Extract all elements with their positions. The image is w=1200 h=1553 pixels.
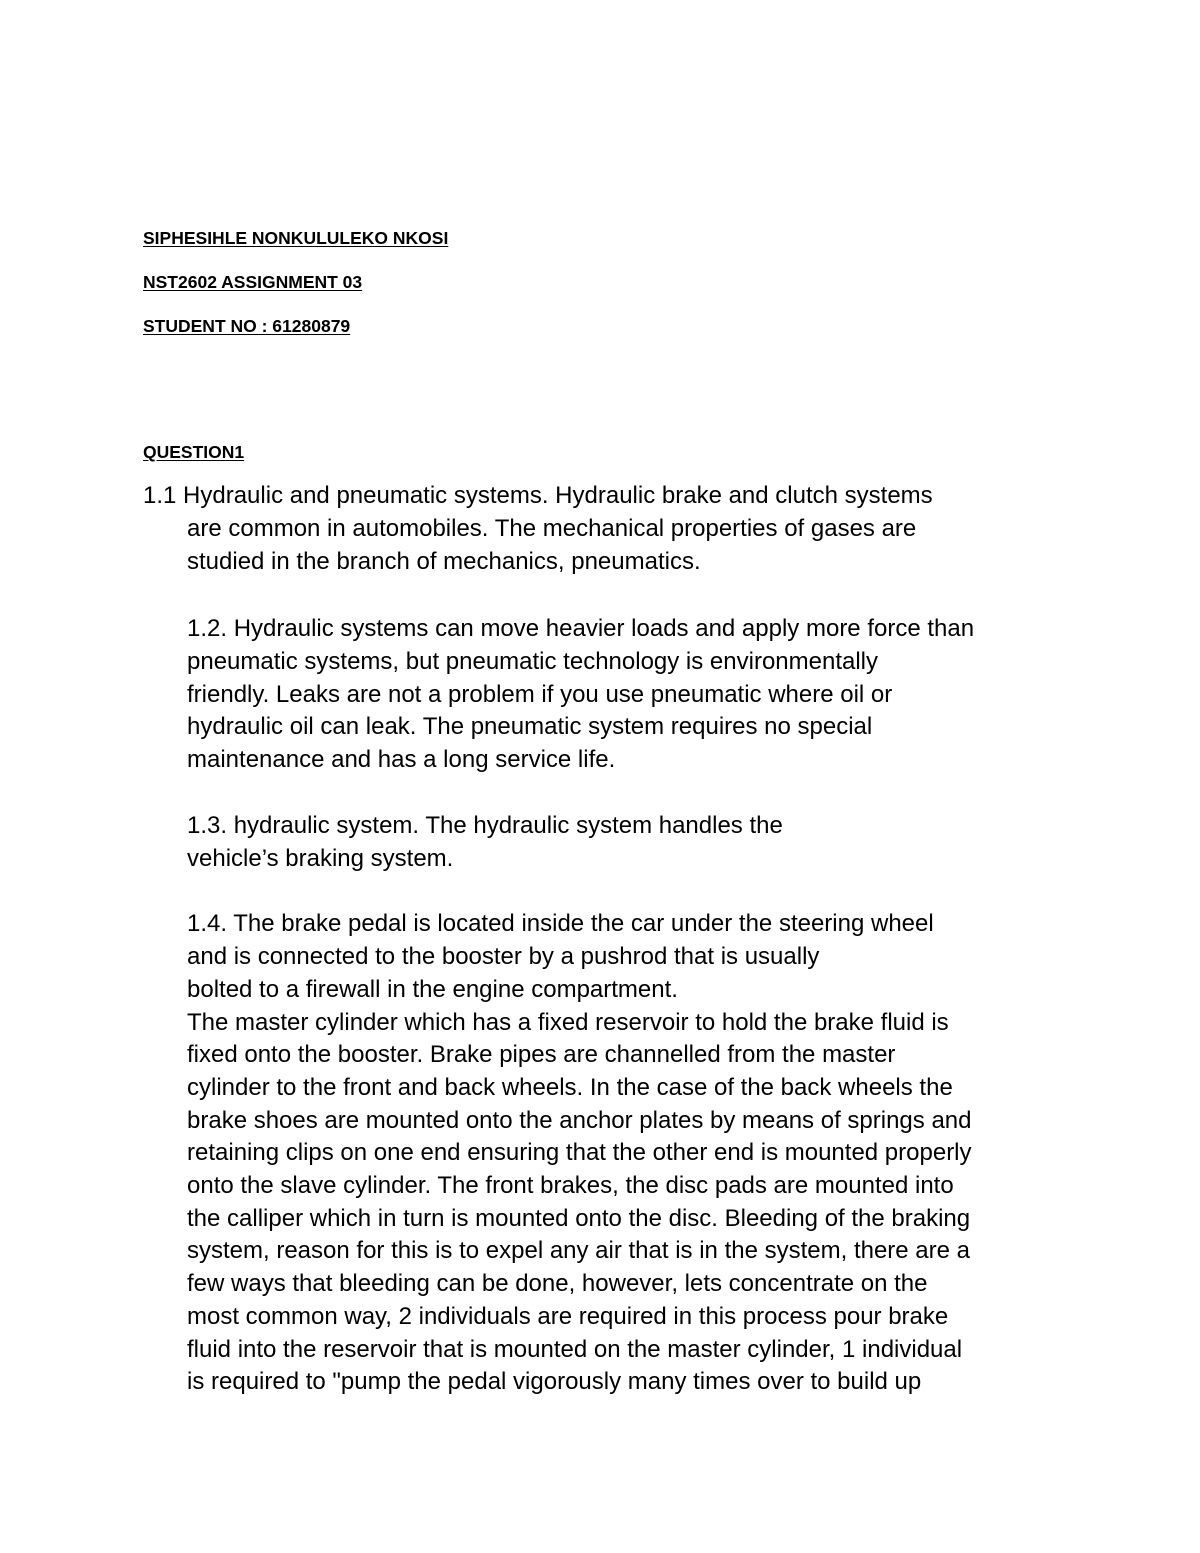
answer-1-4-line: is required to "pump the pedal vigorously many times over to build up — [187, 1368, 922, 1395]
answer-1-4-line: 1.4. The brake pedal is located inside the car under the steering wheel — [187, 910, 934, 937]
answer-1-4-line: fixed onto the booster. Brake pipes are channelled from the master — [187, 1041, 896, 1068]
assignment-title: NST2602 ASSIGNMENT 03 — [143, 272, 363, 292]
answer-1-4-line: onto the slave cylinder. The front brakes, the disc pads are mounted into — [187, 1172, 954, 1199]
answer-1-4-line: brake shoes are mounted onto the anchor plates by means of springs and — [187, 1107, 972, 1134]
answer-1-2-line: 1.2. Hydraulic systems can move heavier loads and apply more force than — [187, 615, 975, 642]
answer-1-1-line: studied in the branch of mechanics, pneumatics. — [187, 548, 701, 575]
answer-1-3-line: 1.3. hydraulic system. The hydraulic system handles the — [187, 812, 783, 839]
answer-1-4-line: most common way, 2 individuals are required in this process pour brake — [187, 1303, 949, 1330]
answer-1-4-line: system, reason for this is to expel any air that is in the system, there are a — [187, 1237, 971, 1264]
answer-1-1-line: 1.1 Hydraulic and pneumatic systems. Hydraulic brake and clutch systems — [143, 482, 933, 509]
answer-1-4-line: retaining clips on one end ensuring that the other end is mounted properly — [187, 1139, 972, 1166]
answer-1-2-line: pneumatic systems, but pneumatic technology is environmentally — [187, 648, 879, 675]
answer-1-4-line: the calliper which in turn is mounted onto the disc. Bleeding of the braking — [187, 1205, 971, 1232]
student-number: STUDENT NO : 61280879 — [143, 316, 351, 336]
answer-1-4-line: and is connected to the booster by a pushrod that is usually — [187, 943, 820, 970]
answer-1-2-line: maintenance and has a long service life. — [187, 746, 616, 773]
answer-1-4-line: fluid into the reservoir that is mounted on the master cylinder, 1 individual — [187, 1336, 963, 1363]
question-heading: QUESTION1 — [143, 442, 245, 462]
answer-1-1-line: are common in automobiles. The mechanical properties of gases are — [187, 515, 917, 542]
answer-1-4-line: cylinder to the front and back wheels. In the case of the back wheels the — [187, 1074, 953, 1101]
answer-1-4-line: few ways that bleeding can be done, however, lets concentrate on the — [187, 1270, 928, 1297]
answer-1-4-line: bolted to a firewall in the engine compartment. — [187, 976, 678, 1003]
answer-1-4-line: The master cylinder which has a fixed reservoir to hold the brake fluid is — [187, 1009, 949, 1036]
student-name: SIPHESIHLE NONKULULEKO NKOSI — [143, 228, 449, 248]
answer-1-2-line: hydraulic oil can leak. The pneumatic system requires no special — [187, 713, 873, 740]
answer-1-3-line: vehicle’s braking system. — [187, 845, 454, 872]
answer-1-2-line: friendly. Leaks are not a problem if you use pneumatic where oil or — [187, 681, 893, 708]
